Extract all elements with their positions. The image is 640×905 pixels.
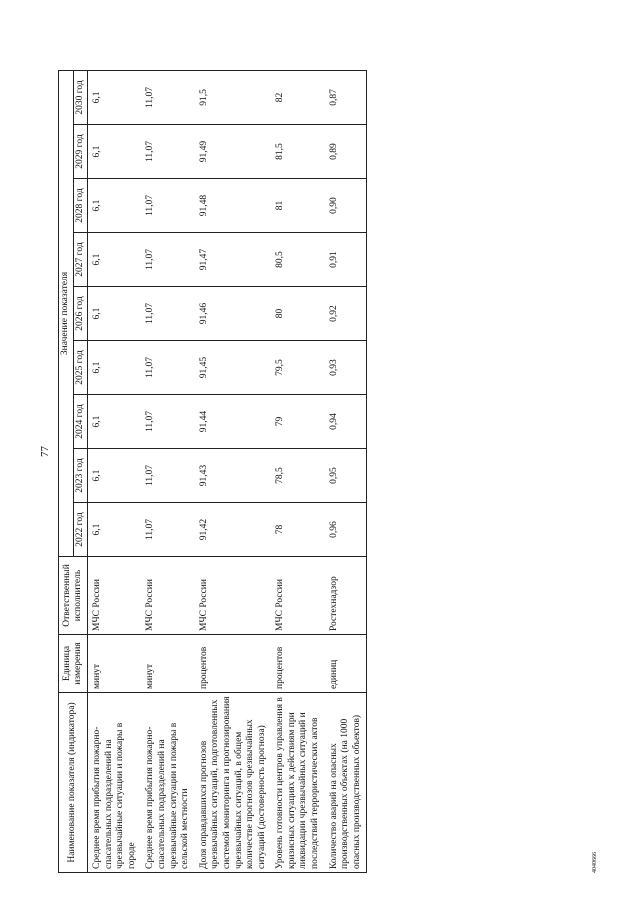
value-cell: 11,07 <box>141 395 194 449</box>
indicator-executor: Ростехнадзор <box>325 557 367 635</box>
indicator-unit: процентов <box>271 635 324 693</box>
value-cell: 80,5 <box>271 233 324 287</box>
header-year: 2025 год <box>73 341 88 395</box>
value-cell: 0,92 <box>325 287 367 341</box>
indicator-name: Количество аварий на опасных производственных объектах (на 1000 опасных производственных объектов) <box>325 693 367 873</box>
indicator-executor: МЧС России <box>88 557 142 635</box>
header-executor: Ответственный исполнитель <box>59 557 88 635</box>
header-year: 2030 год <box>73 70 88 124</box>
value-cell: 11,07 <box>141 179 194 233</box>
value-cell: 6,1 <box>88 395 142 449</box>
header-year: 2028 год <box>73 179 88 233</box>
indicator-executor: МЧС России <box>141 557 194 635</box>
value-cell: 11,07 <box>141 287 194 341</box>
value-cell: 11,07 <box>141 70 194 124</box>
value-cell: 0,90 <box>325 179 367 233</box>
value-cell: 80 <box>271 287 324 341</box>
value-cell: 79 <box>271 395 324 449</box>
value-cell: 6,1 <box>88 449 142 503</box>
indicator-name: Доля оправдавшихся прогнозов чрезвычайных ситуаций, подготовленных системой мониторинга и прогнозирования чрезвычайных ситуаций, в общем количестве прогнозов чрезвычайных ситуаций (достоверность прогноза) <box>195 693 271 873</box>
value-cell: 11,07 <box>141 449 194 503</box>
header-values-group: Значение показателя <box>59 70 74 556</box>
value-cell: 91,43 <box>195 449 271 503</box>
value-cell: 91,48 <box>195 179 271 233</box>
value-cell: 11,07 <box>141 503 194 557</box>
indicator-unit: единиц <box>325 635 367 693</box>
indicator-name: Среднее время прибытия пожарно-спасательных подразделений на чрезвычайные ситуации и пожары в городе <box>88 693 142 873</box>
value-cell: 6,1 <box>88 233 142 287</box>
value-cell: 0,96 <box>325 503 367 557</box>
indicator-executor: МЧС России <box>271 557 324 635</box>
table-header <box>59 70 88 872</box>
value-cell: 81 <box>271 179 324 233</box>
indicator-unit: минут <box>88 635 142 693</box>
header-year: 2022 год <box>73 503 88 557</box>
value-cell: 11,07 <box>141 341 194 395</box>
value-cell: 81,5 <box>271 125 324 179</box>
value-cell: 91,44 <box>195 395 271 449</box>
table-body <box>88 70 367 872</box>
table-row <box>195 70 271 872</box>
value-cell: 78 <box>271 503 324 557</box>
value-cell: 11,07 <box>141 125 194 179</box>
indicator-unit: минут <box>141 635 194 693</box>
value-cell: 11,07 <box>141 233 194 287</box>
value-cell: 6,1 <box>88 503 142 557</box>
header-unit: Единица измерения <box>59 635 88 693</box>
value-cell: 79,5 <box>271 341 324 395</box>
value-cell: 91,46 <box>195 287 271 341</box>
header-name: Наименование показателя (индикатора) <box>59 693 88 873</box>
table-row <box>141 70 194 872</box>
indicator-executor: МЧС России <box>195 557 271 635</box>
value-cell: 6,1 <box>88 287 142 341</box>
value-cell: 78,5 <box>271 449 324 503</box>
value-cell: 0,95 <box>325 449 367 503</box>
value-cell: 6,1 <box>88 179 142 233</box>
value-cell: 91,5 <box>195 70 271 124</box>
header-year: 2029 год <box>73 125 88 179</box>
header-year: 2023 год <box>73 449 88 503</box>
table-row <box>325 70 367 872</box>
value-cell: 0,91 <box>325 233 367 287</box>
value-cell: 0,94 <box>325 395 367 449</box>
header-year: 2024 год <box>73 395 88 449</box>
value-cell: 0,87 <box>325 70 367 124</box>
table-row <box>271 70 324 872</box>
table-row <box>88 70 142 872</box>
value-cell: 6,1 <box>88 341 142 395</box>
value-cell: 91,45 <box>195 341 271 395</box>
page-number: 77 <box>39 446 51 457</box>
value-cell: 6,1 <box>88 125 142 179</box>
value-cell: 0,93 <box>325 341 367 395</box>
value-cell: 91,49 <box>195 125 271 179</box>
indicator-unit: процентов <box>195 635 271 693</box>
indicator-name: Среднее время прибытия пожарно-спасательных подразделений на чрезвычайные ситуации и пожары в сельской местности <box>141 693 194 873</box>
indicator-name: Уровень готовности центров управления в кризисных ситуациях к действиям при ликвидации чрезвычайных ситуаций и последствий террористических актов <box>271 693 324 873</box>
value-cell: 6,1 <box>88 70 142 124</box>
value-cell: 91,42 <box>195 503 271 557</box>
value-cell: 91,47 <box>195 233 271 287</box>
value-cell: 82 <box>271 70 324 124</box>
side-code: 4040666 <box>592 852 598 873</box>
header-year: 2027 год <box>73 233 88 287</box>
header-year: 2026 год <box>73 287 88 341</box>
indicators-table <box>58 70 367 873</box>
value-cell: 0,89 <box>325 125 367 179</box>
